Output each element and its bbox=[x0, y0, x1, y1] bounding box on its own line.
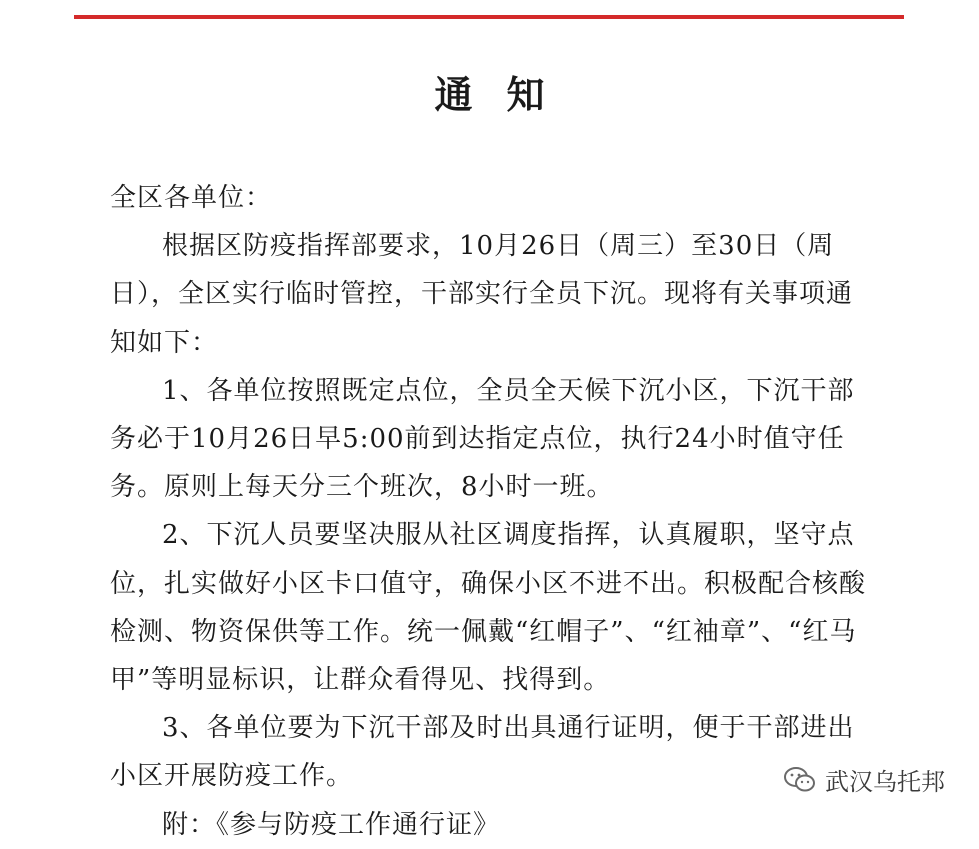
document-title: 通知 bbox=[434, 72, 579, 117]
item-3-paragraph: 3、各单位要为下沉干部及时出具通行证明，便于干部进出小区开展防疫工作。 bbox=[110, 713, 855, 792]
notice-body bbox=[110, 174, 872, 849]
salutation: 全区各单位： bbox=[110, 183, 273, 213]
item-2-paragraph: 2、下沉人员要坚决服从社区调度指挥，认真履职，坚守点位，扎实做好小区卡口值守，确保小区不进不出。积极配合核酸检测、物资保供等工作。统一佩戴“红帽子”、“红袖章”、“红马甲”等明显标识，让群众看得见、找得到。 bbox=[110, 520, 867, 696]
watermark bbox=[777, 760, 951, 799]
attachment-line: 附：《参与防疫工作通行证》 bbox=[162, 809, 501, 840]
item-1-paragraph: 1、各单位按照既定点位，全员全天候下沉小区，下沉干部务必于10月26日早5:00前到达指定点位，执行24小时值守任务。原则上每天分三个班次，8小时一班。 bbox=[110, 375, 855, 503]
wechat-icon bbox=[783, 766, 817, 794]
watermark-text: 武汉乌托邦 bbox=[825, 768, 945, 796]
intro-paragraph: 根据区防疫指挥部要求，10月26日（周三）至30日（周日），全区实行临时管控，干部实行全员下沉。现将有关事项通知如下： bbox=[110, 231, 854, 358]
red-header-rule bbox=[74, 15, 904, 19]
